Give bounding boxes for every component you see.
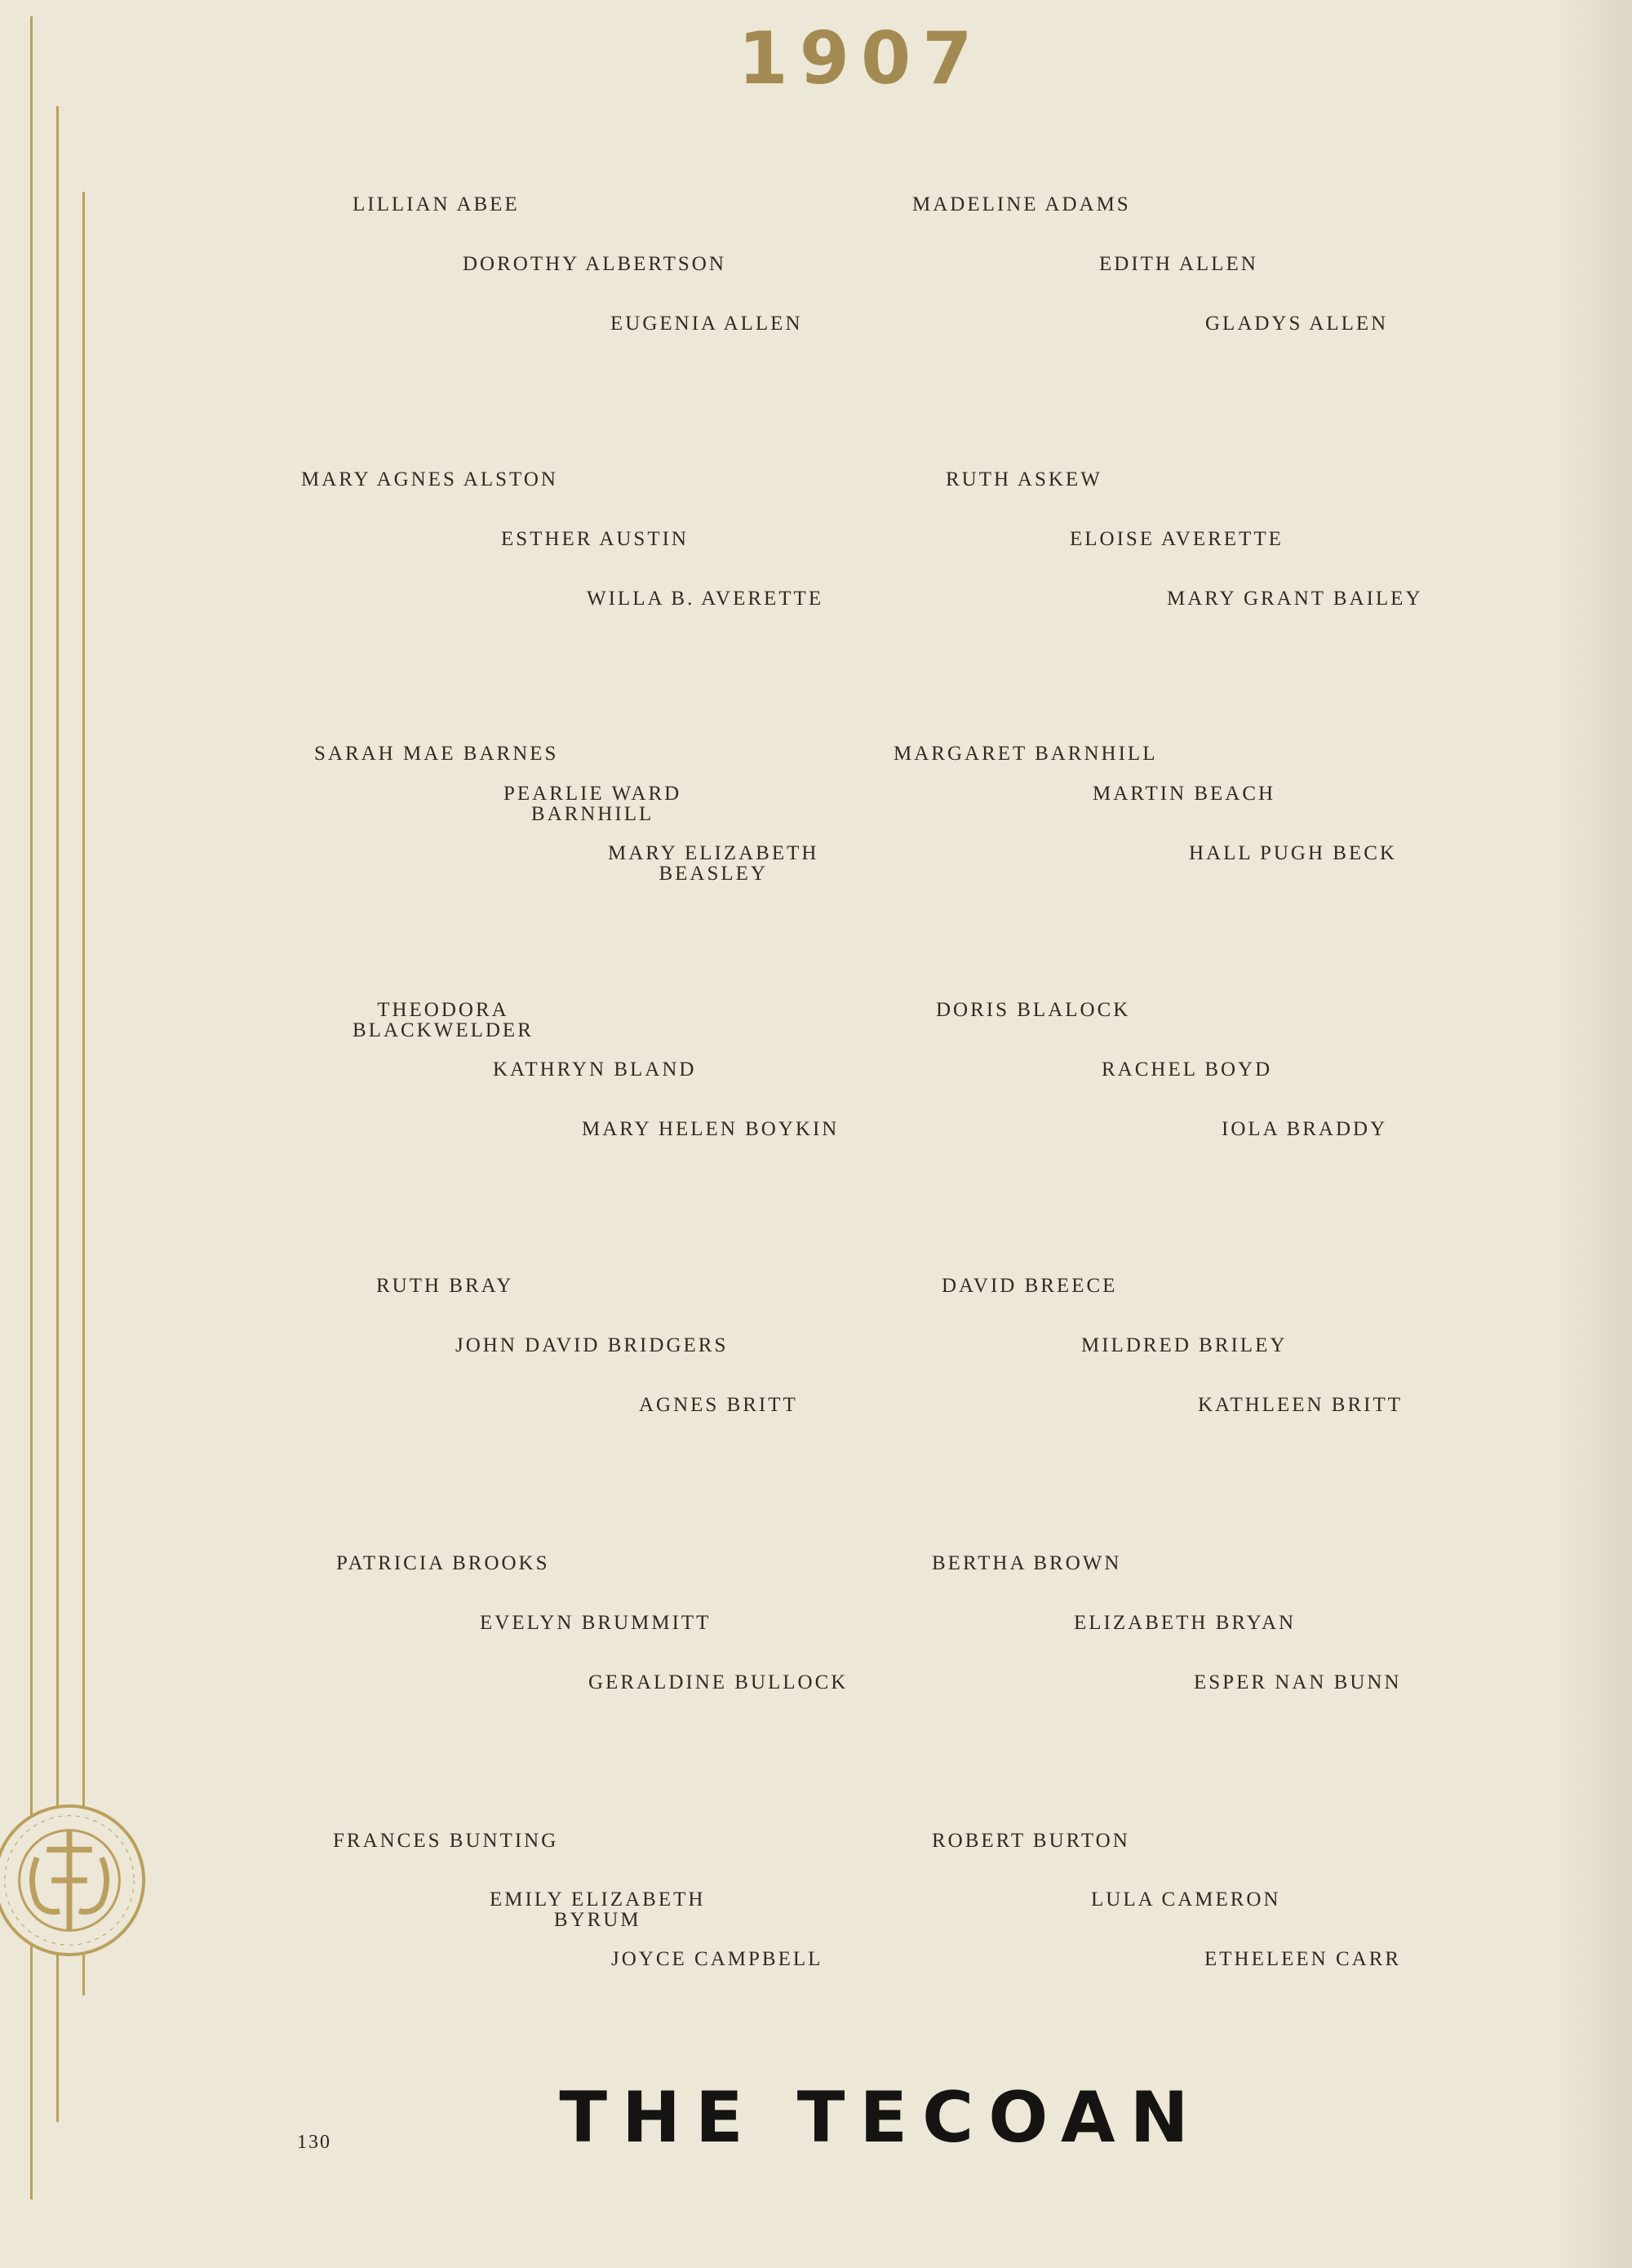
student-name: ESPER NAN BUNN	[1194, 1671, 1402, 1693]
student-name: PATRICIA BROOKS	[336, 1552, 550, 1574]
student-name: THEODORA BLACKWELDER	[353, 999, 534, 1041]
student-name: EVELYN BRUMMITT	[480, 1612, 712, 1634]
student-name: MARY AGNES ALSTON	[301, 468, 558, 490]
student-name: RUTH ASKEW	[946, 468, 1102, 490]
student-name: MARY HELEN BOYKIN	[582, 1118, 840, 1140]
student-name: DORIS BLALOCK	[936, 999, 1131, 1021]
student-name: KATHLEEN BRITT	[1198, 1394, 1403, 1416]
student-name: IOLA BRADDY	[1222, 1118, 1388, 1140]
student-name: JOHN DAVID BRIDGERS	[455, 1334, 729, 1356]
student-name: MARY ELIZABETH BEASLEY	[608, 842, 819, 885]
student-name: DAVID BREECE	[942, 1275, 1118, 1297]
yearbook-title: THE TECOAN	[559, 2077, 1204, 2159]
student-name: MARTIN BEACH	[1093, 783, 1276, 805]
student-name: RUTH BRAY	[376, 1275, 514, 1297]
student-name: MARY GRANT BAILEY	[1167, 588, 1423, 610]
student-name: GERALDINE BULLOCK	[588, 1671, 849, 1693]
student-name: AGNES BRITT	[639, 1394, 798, 1416]
student-name: SARAH MAE BARNES	[314, 743, 559, 765]
student-name: KATHRYN BLAND	[493, 1059, 697, 1081]
student-name: MADELINE ADAMS	[912, 193, 1131, 215]
student-name: FRANCES BUNTING	[333, 1830, 559, 1852]
student-name: LULA CAMERON	[1091, 1889, 1281, 1911]
student-name: EUGENIA ALLEN	[610, 313, 803, 335]
student-name: MILDRED BRILEY	[1081, 1334, 1288, 1356]
student-name: LILLIAN ABEE	[353, 193, 520, 215]
student-name: EMILY ELIZABETH BYRUM	[490, 1889, 706, 1931]
student-name: EDITH ALLEN	[1099, 253, 1258, 275]
college-seal-icon	[0, 1800, 150, 1961]
year-heading: 1907	[738, 16, 984, 100]
student-name: RACHEL BOYD	[1102, 1059, 1273, 1081]
page-edge-shadow	[1559, 0, 1632, 2268]
student-name: PEARLIE WARD BARNHILL	[503, 783, 682, 825]
decorative-rule	[82, 192, 85, 1995]
page-number: 130	[297, 2132, 331, 2153]
student-name: MARGARET BARNHILL	[894, 743, 1158, 765]
student-name: JOYCE CAMPBELL	[611, 1948, 823, 1970]
student-name: DOROTHY ALBERTSON	[463, 253, 726, 275]
student-name: HALL PUGH BECK	[1189, 842, 1397, 864]
student-name: ELOISE AVERETTE	[1070, 528, 1284, 550]
student-name: ROBERT BURTON	[932, 1830, 1130, 1852]
student-name: ESTHER AUSTIN	[501, 528, 689, 550]
student-name: WILLA B. AVERETTE	[587, 588, 824, 610]
student-name: ETHELEEN CARR	[1204, 1948, 1402, 1970]
student-name: BERTHA BROWN	[932, 1552, 1122, 1574]
student-name: ELIZABETH BRYAN	[1074, 1612, 1297, 1634]
student-name: GLADYS ALLEN	[1205, 313, 1389, 335]
